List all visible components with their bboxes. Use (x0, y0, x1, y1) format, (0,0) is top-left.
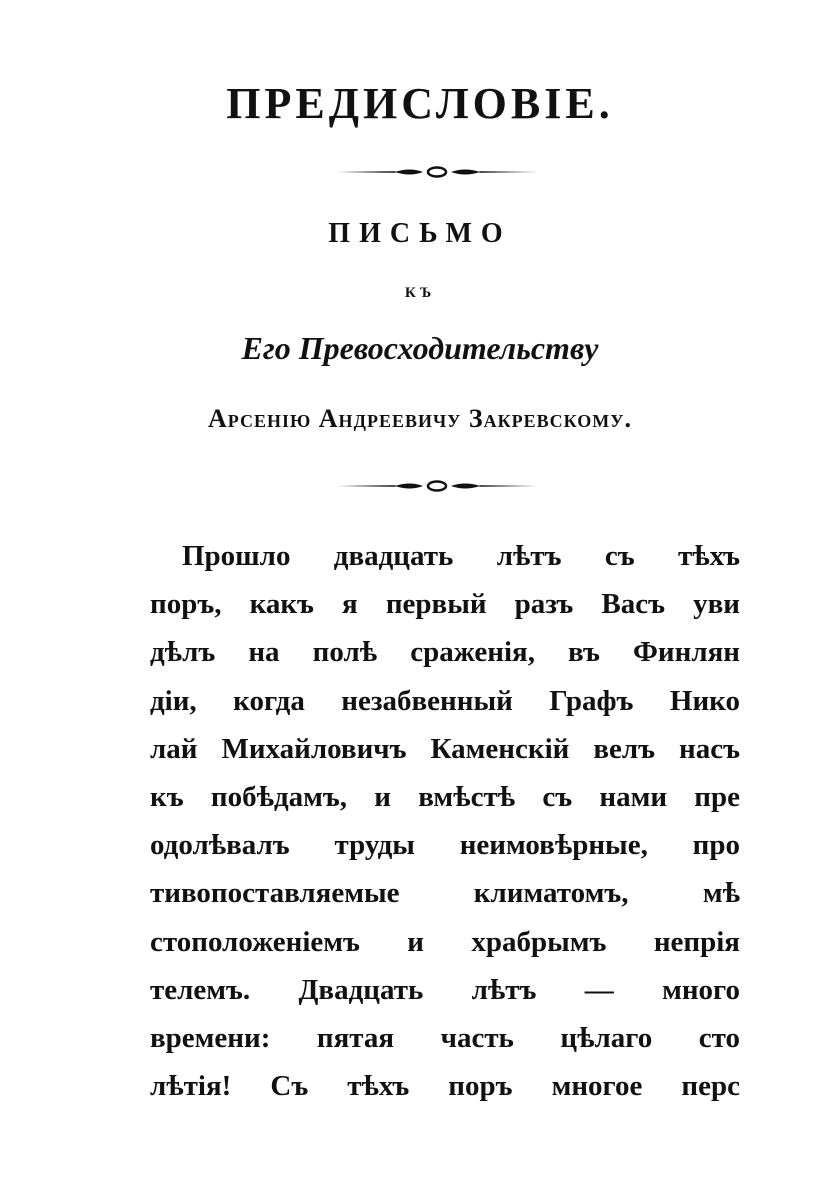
body-line: діи, когда незабвенный Графъ Нико (150, 684, 740, 717)
body-line: лай Михайловичъ Каменскій велъ насъ (150, 732, 740, 765)
body-line: къ побѣдамъ, и вмѣстѣ съ нами пре (150, 780, 740, 813)
body-line: времени: пятая часть цѣлаго сто (150, 1021, 740, 1054)
ornamental-divider-icon (335, 478, 540, 494)
body-line: лѣтія! Съ тѣхъ поръ многое перс (150, 1070, 740, 1103)
body-line: стоположеніемъ и храбрымъ непрія (150, 925, 740, 958)
body-line: Прошло двадцать лѣтъ съ тѣхъ (182, 540, 740, 572)
page-title: ПРЕДИСЛОВІЕ. (226, 79, 614, 128)
addressee-title: Его Превосходительству (241, 330, 599, 366)
body-line: тивопоставляемые климатомъ, мѣ (150, 877, 740, 910)
body-line: дѣлъ на полѣ сраженія, въ Финлян (150, 636, 740, 669)
body-line: одолѣвалъ труды неимовѣрные, про (150, 829, 740, 862)
ornamental-divider-icon (335, 164, 540, 180)
body-line: телемъ. Двадцать лѣтъ — много (150, 973, 740, 1006)
body-line: поръ, какъ я первый разъ Васъ уви (150, 588, 740, 621)
letter-heading: ПИСЬМО (328, 218, 512, 249)
preposition-to: КЪ (404, 285, 436, 301)
letter-body (150, 532, 740, 1110)
addressee-name: Арсенію Андреевичу Закревскому. (208, 404, 632, 433)
